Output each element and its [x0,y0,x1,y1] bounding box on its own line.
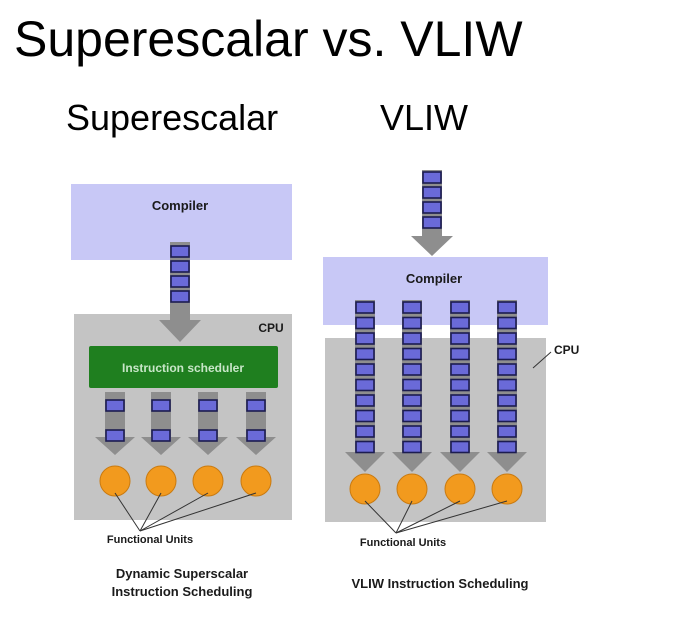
instruction-block [106,430,124,441]
vliw-compiler-label: Compiler [405,271,463,286]
instruction-block [356,411,374,422]
instruction-block [199,430,217,441]
vliw-caption: VLIW Instruction Scheduling [351,576,529,591]
instruction-block [451,380,469,391]
slide-title: Superescalar vs. VLIW [14,11,523,67]
instruction-block [152,430,170,441]
superscalar-diagram [71,184,292,599]
instruction-block [403,442,421,453]
functional-unit-circle [241,466,271,496]
instruction-block [152,400,170,411]
instruction-block [423,187,441,198]
instruction-block [403,302,421,313]
instruction-block [451,426,469,437]
instruction-block [171,261,189,272]
vliw-functional-units-label: Functional Units [359,537,447,549]
vliw-heading: VLIW [380,97,469,138]
instruction-block [451,318,469,329]
functional-unit-circle [193,466,223,496]
instruction-block [356,364,374,375]
instruction-block [356,349,374,360]
instruction-scheduler-label: Instruction scheduler [121,361,245,375]
instruction-block [451,364,469,375]
instruction-block [498,380,516,391]
instruction-block [247,400,265,411]
instruction-block [498,302,516,313]
instruction-block [403,333,421,344]
functional-unit-circle [397,474,427,504]
instruction-block [498,411,516,422]
instruction-block [356,426,374,437]
superscalar-cpu-label: CPU [258,321,284,335]
instruction-block [247,430,265,441]
instruction-block [498,318,516,329]
instruction-block [356,333,374,344]
instruction-block [423,172,441,183]
instruction-block [403,426,421,437]
instruction-block [498,364,516,375]
instruction-block [423,217,441,228]
instruction-block [498,395,516,406]
superscalar-compiler-label: Compiler [151,198,209,213]
instruction-block [451,349,469,360]
instruction-block [171,246,189,257]
instruction-block [451,411,469,422]
instruction-block [403,349,421,360]
functional-unit-circle [350,474,380,504]
instruction-block [171,276,189,287]
instruction-block [356,380,374,391]
instruction-block [356,442,374,453]
instruction-block [423,202,441,213]
instruction-block [498,349,516,360]
instruction-block [451,302,469,313]
superscalar-caption-line2: Instruction Scheduling [111,584,253,599]
instruction-block [403,395,421,406]
instruction-block [403,411,421,422]
vliw-instruction-stream [411,170,453,256]
instruction-block [106,400,124,411]
instruction-block [498,333,516,344]
instruction-block [199,400,217,411]
vliw-cpu-label: CPU [554,343,580,357]
instruction-block [403,318,421,329]
superscalar-heading: Superescalar [66,97,279,138]
instruction-block [498,442,516,453]
instruction-block [356,395,374,406]
functional-unit-circle [100,466,130,496]
instruction-block [451,442,469,453]
functional-unit-circle [492,474,522,504]
functional-unit-circle [445,474,475,504]
superscalar-functional-units-label: Functional Units [106,534,194,546]
instruction-block [403,364,421,375]
instruction-block [403,380,421,391]
instruction-block [356,302,374,313]
superscalar-caption-line1: Dynamic Superscalar [115,566,249,581]
functional-unit-circle [146,466,176,496]
instruction-block [451,333,469,344]
instruction-block [451,395,469,406]
instruction-block [171,291,189,302]
instruction-block [498,426,516,437]
instruction-block [356,318,374,329]
vliw-diagram [323,170,579,591]
